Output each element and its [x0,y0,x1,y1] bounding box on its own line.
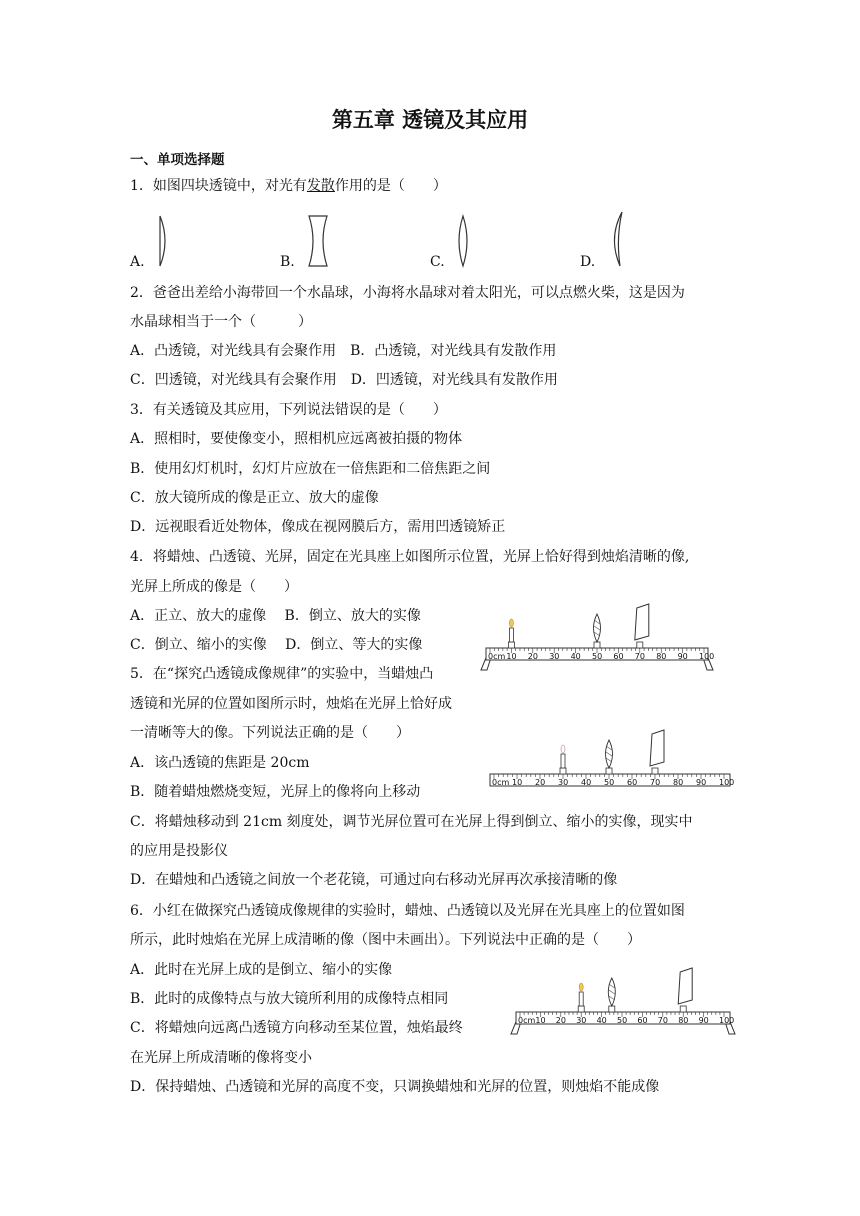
q3-option-a: A．照相时，要使像变小，照相机应远离被拍摄的物体 [130,431,463,447]
q4-options-ab: A．正立、放大的虚像 B．倒立、放大的实像 [130,608,421,624]
optical-bench-q4 [478,604,716,668]
bench-tick-label: 0cm [518,1016,536,1025]
bench-tick-label: 60 [627,778,638,787]
q6-stem-line2: 所示，此时烛焰在光屏上成清晰的像（图中未画出）。下列说法中正确的是（ ） [130,932,641,948]
candle-holder [560,768,566,774]
page-title: 第五章 透镜及其应用 [331,108,529,132]
q6-option-c-line1: C．将蜡烛向远离凸透镜方向移动至某位置，烛焰最终 [130,1020,463,1036]
q1-option-c-label: C. [430,254,445,270]
q5-stem-line2: 透镜和光屏的位置如图所示时，烛焰在光屏上恰好成 [130,696,452,712]
bench-tick-label: 40 [570,652,581,661]
bench-tick-label: 40 [596,1016,607,1025]
bench-tick-label: 0cm [488,652,506,661]
bench-tick-label: 40 [581,778,592,787]
bench-tick-label: 30 [576,1016,587,1025]
lens-a-plano-convex [156,214,172,268]
bench-tick-label: 80 [678,1016,689,1025]
optical-bench-q5 [488,726,735,794]
section-heading: 一、单项选择题 [130,152,225,168]
candle-flame [509,619,513,627]
bench-tick-label: 10 [535,1016,546,1025]
bench-tick-label: 60 [637,1016,648,1025]
q1-option-a-label: A. [130,254,145,270]
q5-stem-line3: 一清晰等大的像。下列说法正确的是（ ） [130,725,410,741]
q6-option-a: A．此时在光屏上成的是倒立、缩小的实像 [130,962,393,978]
q2-stem-line1: 2．爸爸出差给小海带回一个水晶球，小海将水晶球对着太阳光，可以点燃火柴，这是因为 [130,285,685,301]
q6-option-d: D．保持蜡烛、凸透镜和光屏的高度不变，只调换蜡烛和光屏的位置，则烛焰不能成像 [130,1079,660,1095]
q4-options-cd: C．倒立、缩小的实像 D．倒立、等大的实像 [130,637,423,653]
bench-tick-label: 30 [549,652,560,661]
q4-stem-line1: 4．将蜡烛、凸透镜、光屏，固定在光具座上如图所示位置，光屏上恰好得到烛焰清晰的像, [130,549,690,565]
q2-stem-line2: 水晶球相当于一个（ ） [130,314,312,330]
bench-tick-label: 90 [696,778,707,787]
candle-flame [579,983,583,991]
bench-tick-label: 90 [698,1016,709,1025]
bench-tick-label: 20 [527,652,538,661]
q5-option-c-line2: 的应用是投影仪 [130,843,228,859]
bench-tick-label: 50 [592,652,603,661]
bench-tick-label: 80 [656,652,667,661]
bench-tick-label: 20 [555,1016,566,1025]
q5-option-c-line1: C．将蜡烛移动到 21cm 刻度处，调节光屏位置可在光屏上得到倒立、缩小的实像，现实中 [130,814,693,830]
bench-tick-label: 20 [535,778,546,787]
bench-tick-label: 100 [719,778,735,787]
q5-option-b: B．随着蜡烛燃烧变短，光屏上的像将向上移动 [130,784,421,800]
q6-stem-line1: 6．小红在做探究凸透镜成像规律的实验时，蜡烛、凸透镜以及光屏在光具座上的位置如图 [130,903,685,919]
q5-option-a: A．该凸透镜的焦距是 20cm [130,755,310,771]
bench-tick-label: 100 [719,1016,735,1025]
screen-holder [680,1006,686,1012]
bench-tick-label: 70 [657,1016,668,1025]
candle-holder [578,1006,584,1012]
q1-option-b-label: B. [280,254,295,270]
bench-tick-label: 70 [634,652,645,661]
screen-holder [652,768,658,774]
q5-option-d: D．在蜡烛和凸透镜之间放一个老花镜，可通过向右移动光屏再次承接清晰的像 [130,872,618,888]
candle-body [509,628,513,642]
light-screen [650,730,664,766]
candle-body [579,992,583,1006]
bench-tick-label: 50 [617,1016,628,1025]
bench-tick-label: 10 [506,652,517,661]
screen-holder [637,642,643,648]
candle-flame [561,745,565,753]
q3-stem: 3．有关透镜及其应用，下列说法错误的是（ ） [130,402,447,418]
q1-stem-pre: 1．如图四块透镜中，对光有 [130,178,307,194]
q6-option-b: B．此时的成像特点与放大镜所利用的成像特点相同 [130,991,449,1007]
q1-stem [130,177,447,195]
bench-tick-label: 100 [699,652,715,661]
candle-holder [508,642,514,648]
q3-option-c: C．放大镜所成的像是正立、放大的虚像 [130,490,379,506]
bench-tick-label: 0cm [492,778,510,787]
bench-tick-label: 10 [512,778,523,787]
light-screen [635,604,649,640]
q2-options-ab: A．凸透镜，对光线具有会聚作用 B．凸透镜，对光线具有发散作用 [130,343,557,359]
lens-c-biconvex [454,214,472,268]
optical-bench-q6 [508,962,738,1030]
lens-d-meniscus [604,210,628,268]
q4-stem-line2: 光屏上所成的像是（ ） [130,579,298,595]
q6-option-c-line2: 在光屏上所成清晰的像将变小 [130,1050,312,1066]
bench-tick-label: 60 [613,652,624,661]
q1-stem-emph: 发散 [306,178,335,194]
bench-tick-label: 90 [677,652,688,661]
q1-stem-post: 作用的是（ ） [334,178,447,194]
q2-options-cd: C．凹透镜，对光线具有会聚作用 D．凹透镜，对光线具有发散作用 [130,372,558,388]
q5-stem-line1: 5．在“探究凸透镜成像规律”的实验中，当蜡烛凸 [130,666,434,682]
q3-option-d: D．远视眼看近处物体，像成在视网膜后方，需用凹透镜矫正 [130,519,506,535]
candle-body [561,754,565,768]
bench-tick-label: 30 [558,778,569,787]
q3-option-b: B．使用幻灯机时，幻灯片应放在一倍焦距和二倍焦距之间 [130,461,491,477]
bench-tick-label: 80 [673,778,684,787]
bench-tick-label: 50 [604,778,615,787]
lens-b-biconcave [306,214,330,268]
bench-tick-label: 70 [650,778,661,787]
q1-option-d-label: D. [580,254,596,270]
light-screen [678,968,692,1004]
